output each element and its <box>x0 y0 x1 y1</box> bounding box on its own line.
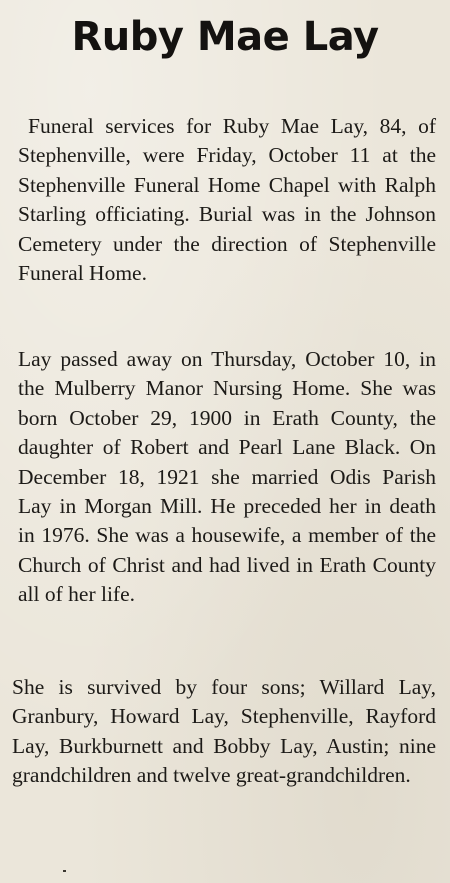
obituary-paragraph-services: Funeral services for Ruby Mae Lay, 84, of Stephenville, were Friday, October 11 at the Stephenville Funeral Home Chapel with Ralph Starling officiating. Burial was in the Johnson Cemetery under the direction of Stephenville Funeral Home. <box>18 114 436 286</box>
obituary-headline: Ruby Mae Lay <box>71 14 379 60</box>
ink-speck <box>63 870 66 872</box>
obituary-paragraph-survivors: She is survived by four sons; Willard Lay, Granbury, Howard Lay, Stephenville, Rayford Lay, Burkburnett and Bobby Lay, Austin; nine grandchildren and twelve great-grandchildren. <box>12 675 436 788</box>
obituary-paragraph-biography: Lay passed away on Thursday, October 10, in the Mulberry Manor Nursing Home. She was born October 29, 1900 in Erath County, the daughter of Robert and Pearl Lane Black. On December 18, 1921 she married Odis Parish Lay in Morgan Mill. He preceded her in death in 1976. She was a housewife, a member of the Church of Christ and had lived in Erath County all of her life. <box>18 347 436 607</box>
